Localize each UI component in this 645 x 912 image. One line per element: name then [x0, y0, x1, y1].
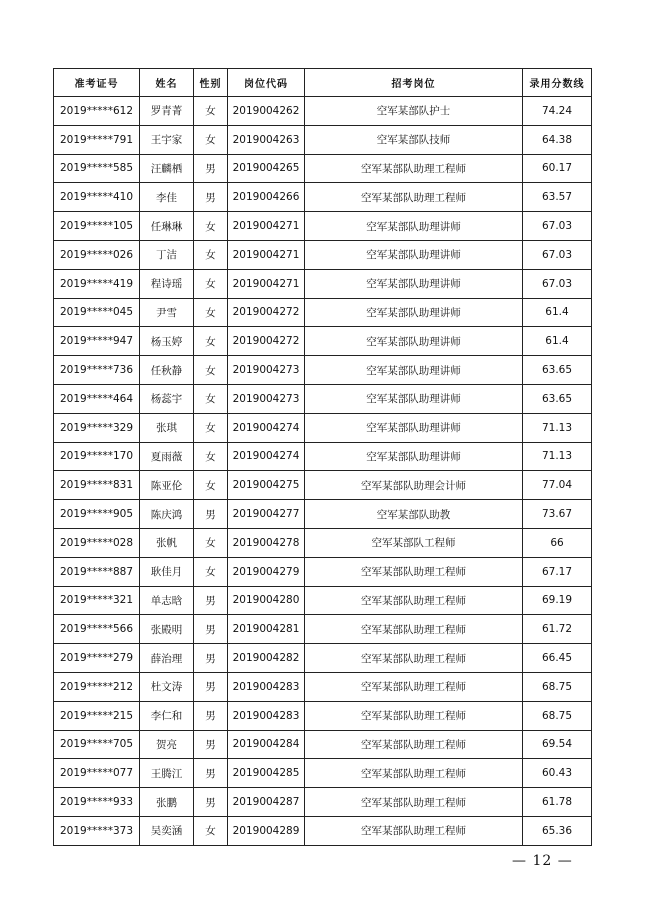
cell-exam-id: 2019*****585 — [54, 154, 140, 183]
cell-gender: 女 — [194, 413, 228, 442]
cell-exam-id: 2019*****947 — [54, 327, 140, 356]
table-row — [54, 442, 592, 471]
cell-gender: 女 — [194, 327, 228, 356]
cell-position-code: 2019004283 — [228, 701, 305, 730]
cell-position-code: 2019004271 — [228, 212, 305, 241]
cell-position: 空军某部队助理讲师 — [305, 384, 523, 413]
cell-position-code: 2019004271 — [228, 269, 305, 298]
cell-score-line: 65.36 — [523, 816, 592, 845]
cell-position-code: 2019004279 — [228, 557, 305, 586]
cell-gender: 男 — [194, 615, 228, 644]
cell-gender: 女 — [194, 298, 228, 327]
table-row — [54, 97, 592, 126]
table-row — [54, 788, 592, 817]
cell-score-line: 61.4 — [523, 327, 592, 356]
cell-position: 空军某部队助理会计师 — [305, 471, 523, 500]
cell-score-line: 66.45 — [523, 644, 592, 673]
cell-position: 空军某部队助理工程师 — [305, 154, 523, 183]
cell-name: 夏雨薇 — [140, 442, 194, 471]
cell-position: 空军某部队助理工程师 — [305, 586, 523, 615]
cell-gender: 女 — [194, 384, 228, 413]
cell-position: 空军某部队助理讲师 — [305, 298, 523, 327]
cell-position-code: 2019004277 — [228, 500, 305, 529]
cell-score-line: 68.75 — [523, 701, 592, 730]
cell-score-line: 73.67 — [523, 500, 592, 529]
header-position-code: 岗位代码 — [228, 69, 305, 97]
cell-exam-id: 2019*****791 — [54, 125, 140, 154]
cell-exam-id: 2019*****045 — [54, 298, 140, 327]
cell-gender: 男 — [194, 730, 228, 759]
cell-score-line: 74.24 — [523, 97, 592, 126]
header-score-line: 录用分数线 — [523, 69, 592, 97]
cell-position: 空军某部队助理讲师 — [305, 327, 523, 356]
cell-gender: 女 — [194, 125, 228, 154]
cell-score-line: 69.19 — [523, 586, 592, 615]
cell-exam-id: 2019*****279 — [54, 644, 140, 673]
cell-score-line: 63.65 — [523, 384, 592, 413]
cell-position: 空军某部队助理讲师 — [305, 240, 523, 269]
cell-exam-id: 2019*****170 — [54, 442, 140, 471]
table-row — [54, 413, 592, 442]
cell-score-line: 77.04 — [523, 471, 592, 500]
cell-score-line: 71.13 — [523, 442, 592, 471]
cell-exam-id: 2019*****933 — [54, 788, 140, 817]
cell-exam-id: 2019*****105 — [54, 212, 140, 241]
cell-gender: 女 — [194, 442, 228, 471]
cell-gender: 男 — [194, 183, 228, 212]
cell-name: 贺亮 — [140, 730, 194, 759]
cell-position: 空军某部队助理讲师 — [305, 442, 523, 471]
cell-position: 空军某部队助理工程师 — [305, 644, 523, 673]
table-header-row — [54, 69, 592, 97]
cell-gender: 男 — [194, 586, 228, 615]
cell-position-code: 2019004273 — [228, 356, 305, 385]
cell-position: 空军某部队助理工程师 — [305, 183, 523, 212]
cell-position: 空军某部队助理讲师 — [305, 413, 523, 442]
cell-gender: 女 — [194, 816, 228, 845]
cell-position: 空军某部队助理讲师 — [305, 269, 523, 298]
cell-exam-id: 2019*****612 — [54, 97, 140, 126]
cell-gender: 男 — [194, 672, 228, 701]
table-row — [54, 154, 592, 183]
table-row — [54, 759, 592, 788]
cell-name: 杜文涛 — [140, 672, 194, 701]
cell-name: 王宇家 — [140, 125, 194, 154]
table-row — [54, 557, 592, 586]
cell-position-code: 2019004287 — [228, 788, 305, 817]
table-row — [54, 500, 592, 529]
cell-gender: 女 — [194, 557, 228, 586]
table-row — [54, 384, 592, 413]
cell-score-line: 64.38 — [523, 125, 592, 154]
cell-score-line: 61.4 — [523, 298, 592, 327]
cell-score-line: 67.03 — [523, 269, 592, 298]
cell-score-line: 68.75 — [523, 672, 592, 701]
cell-gender: 女 — [194, 269, 228, 298]
cell-position: 空军某部队工程师 — [305, 528, 523, 557]
cell-name: 杨蕊宇 — [140, 384, 194, 413]
table-row — [54, 471, 592, 500]
table-row — [54, 125, 592, 154]
table-row — [54, 672, 592, 701]
cell-name: 尹雪 — [140, 298, 194, 327]
cell-exam-id: 2019*****705 — [54, 730, 140, 759]
cell-position-code: 2019004272 — [228, 298, 305, 327]
cell-score-line: 71.13 — [523, 413, 592, 442]
cell-score-line: 67.03 — [523, 240, 592, 269]
cell-exam-id: 2019*****905 — [54, 500, 140, 529]
cell-name: 张鹏 — [140, 788, 194, 817]
cell-score-line: 61.72 — [523, 615, 592, 644]
cell-position-code: 2019004265 — [228, 154, 305, 183]
header-gender: 性别 — [194, 69, 228, 97]
cell-name: 程诗瑶 — [140, 269, 194, 298]
cell-position-code: 2019004266 — [228, 183, 305, 212]
cell-name: 陈亚伦 — [140, 471, 194, 500]
table-row — [54, 816, 592, 845]
cell-score-line: 67.17 — [523, 557, 592, 586]
cell-position-code: 2019004278 — [228, 528, 305, 557]
cell-name: 薛治理 — [140, 644, 194, 673]
table-row — [54, 240, 592, 269]
cell-name: 罗青菁 — [140, 97, 194, 126]
cell-name: 李仁和 — [140, 701, 194, 730]
cell-position: 空军某部队助教 — [305, 500, 523, 529]
table-body — [54, 97, 592, 846]
cell-exam-id: 2019*****026 — [54, 240, 140, 269]
cell-name: 吴奕涵 — [140, 816, 194, 845]
cell-exam-id: 2019*****215 — [54, 701, 140, 730]
cell-name: 李佳 — [140, 183, 194, 212]
cell-gender: 男 — [194, 759, 228, 788]
table-row — [54, 269, 592, 298]
cell-gender: 男 — [194, 788, 228, 817]
table-row — [54, 528, 592, 557]
cell-position: 空军某部队助理工程师 — [305, 788, 523, 817]
cell-name: 单志晗 — [140, 586, 194, 615]
cell-position-code: 2019004262 — [228, 97, 305, 126]
cell-exam-id: 2019*****028 — [54, 528, 140, 557]
cell-exam-id: 2019*****566 — [54, 615, 140, 644]
cell-gender: 女 — [194, 97, 228, 126]
cell-position-code: 2019004284 — [228, 730, 305, 759]
cell-score-line: 66 — [523, 528, 592, 557]
table-row — [54, 730, 592, 759]
cell-exam-id: 2019*****419 — [54, 269, 140, 298]
cell-exam-id: 2019*****329 — [54, 413, 140, 442]
cell-position-code: 2019004272 — [228, 327, 305, 356]
cell-position: 空军某部队助理讲师 — [305, 212, 523, 241]
cell-name: 丁洁 — [140, 240, 194, 269]
cell-position-code: 2019004285 — [228, 759, 305, 788]
cell-score-line: 67.03 — [523, 212, 592, 241]
cell-exam-id: 2019*****321 — [54, 586, 140, 615]
table-row — [54, 615, 592, 644]
table-row — [54, 644, 592, 673]
cell-gender: 男 — [194, 644, 228, 673]
header-name: 姓名 — [140, 69, 194, 97]
cell-exam-id: 2019*****212 — [54, 672, 140, 701]
cell-exam-id: 2019*****887 — [54, 557, 140, 586]
cell-position-code: 2019004280 — [228, 586, 305, 615]
cell-position: 空军某部队技师 — [305, 125, 523, 154]
cell-score-line: 60.17 — [523, 154, 592, 183]
cell-name: 张帆 — [140, 528, 194, 557]
cell-gender: 男 — [194, 154, 228, 183]
cell-position: 空军某部队助理工程师 — [305, 615, 523, 644]
cell-name: 杨玉婷 — [140, 327, 194, 356]
cell-gender: 男 — [194, 500, 228, 529]
cell-position: 空军某部队助理工程师 — [305, 672, 523, 701]
cell-exam-id: 2019*****736 — [54, 356, 140, 385]
cell-position-code: 2019004281 — [228, 615, 305, 644]
table-row — [54, 183, 592, 212]
cell-gender: 女 — [194, 471, 228, 500]
table-row — [54, 298, 592, 327]
cell-name: 陈庆鸿 — [140, 500, 194, 529]
table-row — [54, 356, 592, 385]
cell-exam-id: 2019*****464 — [54, 384, 140, 413]
table-row — [54, 701, 592, 730]
cell-exam-id: 2019*****373 — [54, 816, 140, 845]
cell-name: 任琳琳 — [140, 212, 194, 241]
cell-name: 耿佳月 — [140, 557, 194, 586]
cell-gender: 女 — [194, 240, 228, 269]
cell-score-line: 61.78 — [523, 788, 592, 817]
cell-position: 空军某部队护士 — [305, 97, 523, 126]
cell-gender: 男 — [194, 701, 228, 730]
cell-position-code: 2019004274 — [228, 442, 305, 471]
cell-position: 空军某部队助理讲师 — [305, 356, 523, 385]
table-row — [54, 212, 592, 241]
cell-score-line: 63.65 — [523, 356, 592, 385]
cell-position-code: 2019004271 — [228, 240, 305, 269]
cell-position: 空军某部队助理工程师 — [305, 816, 523, 845]
cell-score-line: 60.43 — [523, 759, 592, 788]
cell-gender: 女 — [194, 212, 228, 241]
cell-name: 王腾江 — [140, 759, 194, 788]
cell-position-code: 2019004274 — [228, 413, 305, 442]
table-row — [54, 586, 592, 615]
cell-position: 空军某部队助理工程师 — [305, 730, 523, 759]
page-number: — 12 — — [512, 853, 573, 869]
cell-exam-id: 2019*****831 — [54, 471, 140, 500]
cell-position: 空军某部队助理工程师 — [305, 759, 523, 788]
cell-name: 张琪 — [140, 413, 194, 442]
header-exam-id: 准考证号 — [54, 69, 140, 97]
cell-position: 空军某部队助理工程师 — [305, 701, 523, 730]
cell-position-code: 2019004263 — [228, 125, 305, 154]
cell-name: 汪麟栖 — [140, 154, 194, 183]
cell-position: 空军某部队助理工程师 — [305, 557, 523, 586]
cell-gender: 女 — [194, 356, 228, 385]
cell-position-code: 2019004275 — [228, 471, 305, 500]
cell-gender: 女 — [194, 528, 228, 557]
cell-name: 任秋静 — [140, 356, 194, 385]
cell-score-line: 63.57 — [523, 183, 592, 212]
cell-position-code: 2019004282 — [228, 644, 305, 673]
cell-exam-id: 2019*****077 — [54, 759, 140, 788]
cell-position-code: 2019004283 — [228, 672, 305, 701]
cell-exam-id: 2019*****410 — [54, 183, 140, 212]
cell-name: 张殿明 — [140, 615, 194, 644]
results-table — [53, 68, 592, 846]
cell-score-line: 69.54 — [523, 730, 592, 759]
table-row — [54, 327, 592, 356]
cell-position-code: 2019004273 — [228, 384, 305, 413]
header-position: 招考岗位 — [305, 69, 523, 97]
cell-position-code: 2019004289 — [228, 816, 305, 845]
